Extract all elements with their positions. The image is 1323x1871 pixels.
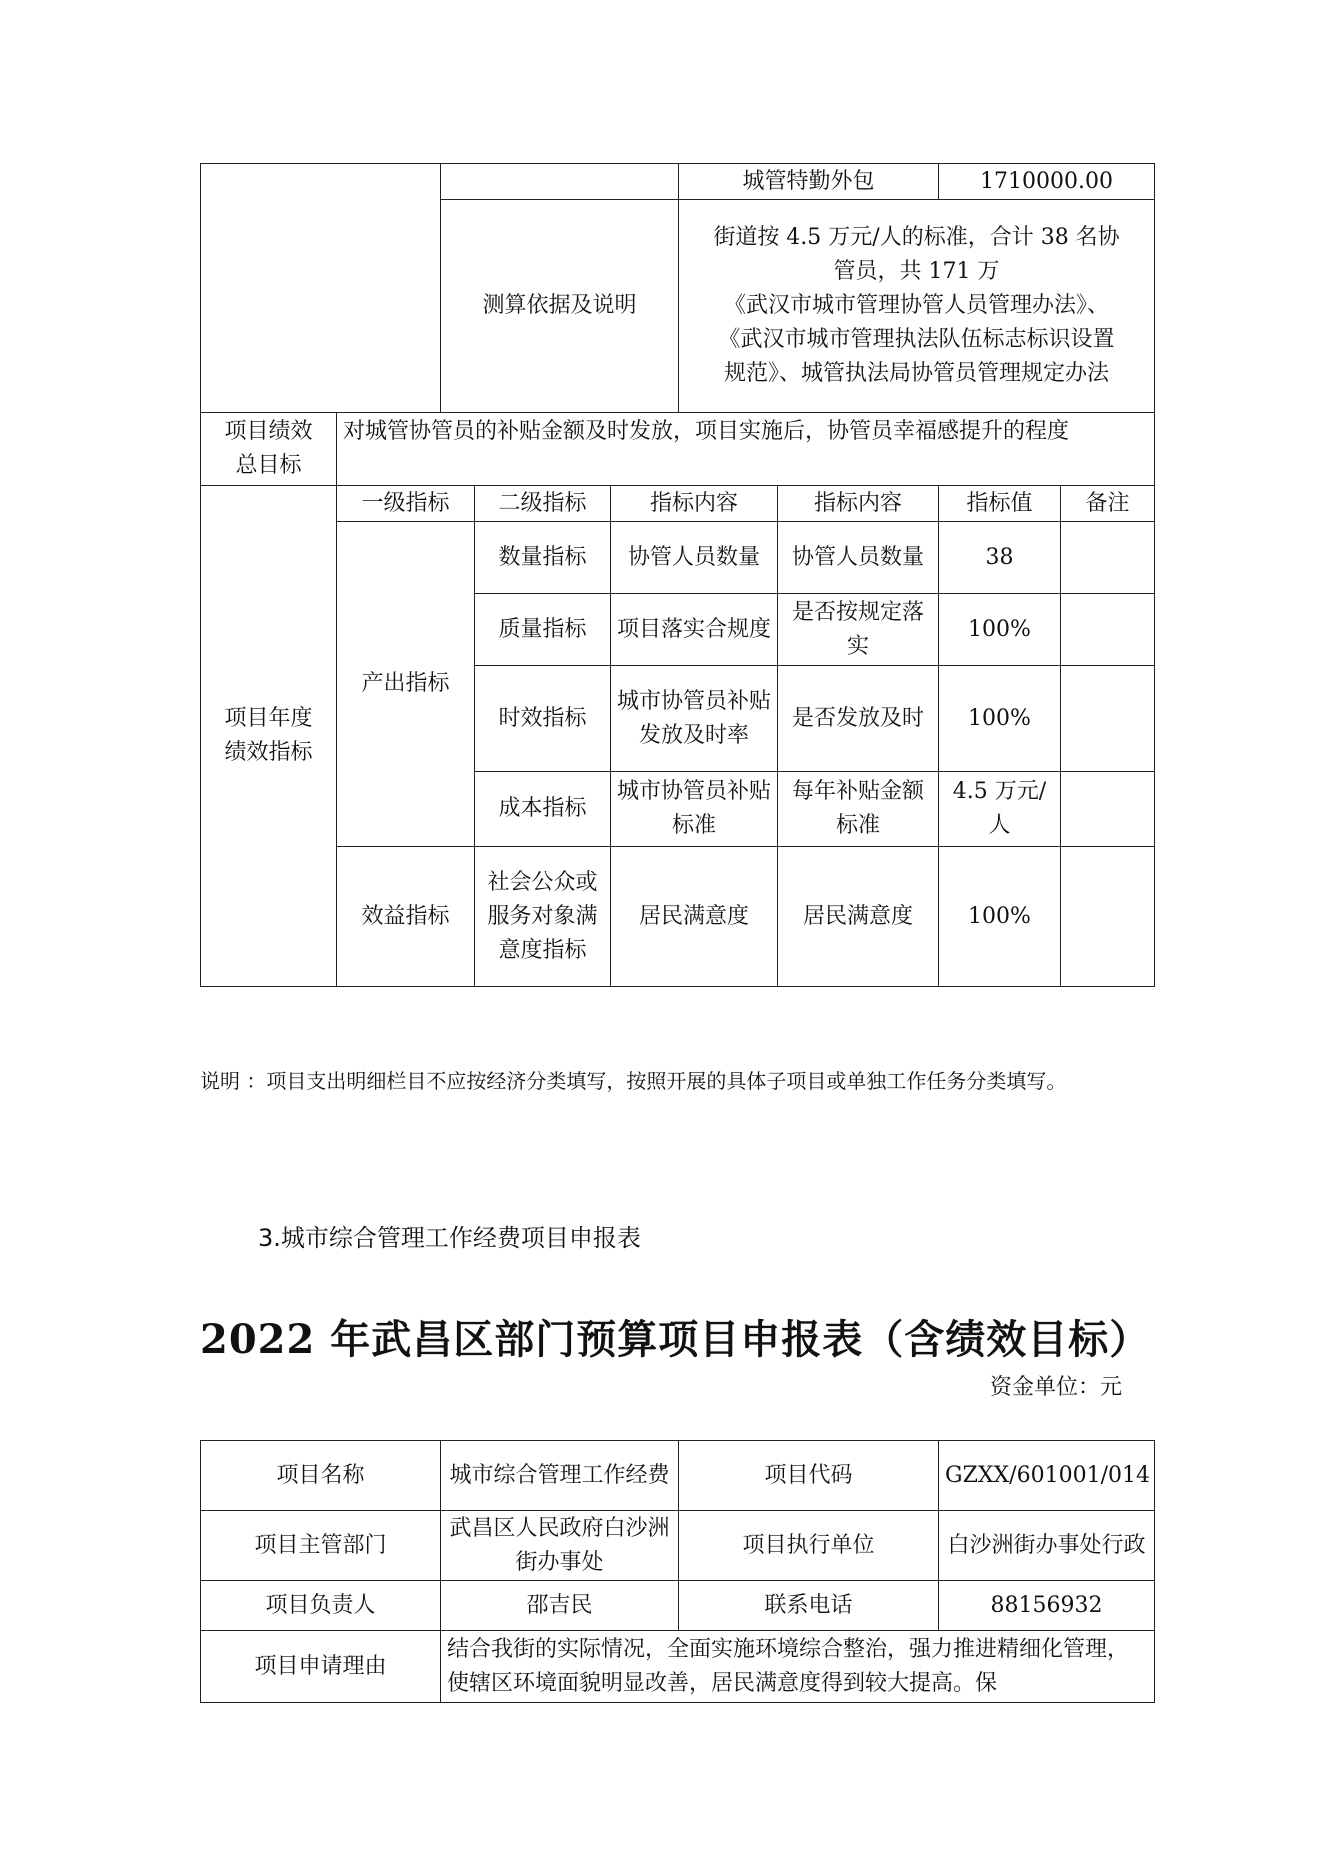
goal-label-line: 项目绩效: [224, 419, 313, 444]
section-heading: 3.城市综合管理工作经费项目申报表: [258, 1224, 641, 1252]
project-code-label: 项目代码: [679, 1441, 939, 1511]
goal-table: [200, 412, 1155, 486]
unit-label: 资金单位：元: [990, 1375, 1123, 1400]
level2-cell: 社会公众或服务对象满意度指标: [475, 847, 611, 987]
reason-label: 项目申请理由: [201, 1631, 441, 1703]
value-cell: 4.5 万元/人: [939, 772, 1061, 847]
reason-text: 结合我街的实际情况，全面实施环境综合整治，强力推进精细化管理，使辖区环境面貌明显改善，居民满意度得到较大提高。保: [441, 1631, 1155, 1703]
content-cell: 协管人员数量: [611, 522, 778, 594]
basis-line: 街道按 4.5 万元/人的标准，合计 38 名协: [713, 225, 1120, 250]
level2-cell: 数量指标: [475, 522, 611, 594]
content-cell: 是否按规定落实: [778, 594, 939, 666]
note-cell: [1061, 847, 1155, 987]
output-indicator-label: 产出指标: [337, 522, 475, 847]
value-cell: 100%: [939, 594, 1061, 666]
exec-unit-label: 项目执行单位: [679, 1511, 939, 1581]
level2-cell: 成本指标: [475, 772, 611, 847]
content-cell: 居民满意度: [778, 847, 939, 987]
project-name-label: 项目名称: [201, 1441, 441, 1511]
dept-label: 项目主管部门: [201, 1511, 441, 1581]
indicator-table: [200, 485, 1155, 987]
goal-label-line: 总目标: [235, 453, 302, 478]
value-cell: 38: [939, 522, 1061, 594]
blank-cell: [441, 164, 679, 200]
header-cell: 指标内容: [611, 486, 778, 522]
project-code: GZXX/601001/014: [939, 1441, 1155, 1511]
basis-line: 《武汉市城市管理执法队伍标志标识设置: [718, 327, 1115, 352]
footnote: 说明 ：项目支出明细栏目不应按经济分类填写，按照开展的具体子项目或单独工作任务分类填写。: [200, 1069, 1067, 1093]
phone-value: 88156932: [939, 1581, 1155, 1631]
note-cell: [1061, 522, 1155, 594]
content-cell: 每年补贴金额标准: [778, 772, 939, 847]
goal-text: 对城管协管员的补贴金额及时发放，项目实施后，协管员幸福感提升的程度: [337, 413, 1155, 486]
page-title: 2022 年武昌区部门预算项目申报表（含绩效目标）: [200, 1316, 1151, 1363]
owner-value: 邵吉民: [441, 1581, 679, 1631]
phone-label: 联系电话: [679, 1581, 939, 1631]
owner-label: 项目负责人: [201, 1581, 441, 1631]
content-cell: 项目落实合规度: [611, 594, 778, 666]
content-cell: 城市协管员补贴发放及时率: [611, 666, 778, 772]
level2-cell: 质量指标: [475, 594, 611, 666]
basis-line: 规范》、城管执法局协管员管理规定办法: [723, 361, 1109, 386]
header-cell: 指标值: [939, 486, 1061, 522]
side-label-line: 项目年度: [224, 706, 313, 731]
project-info-table: [200, 1440, 1155, 1703]
header-cell: 备注: [1061, 486, 1155, 522]
item-name: 城管特勤外包: [679, 164, 939, 200]
note-cell: [1061, 772, 1155, 847]
content-cell: 是否发放及时: [778, 666, 939, 772]
note-cell: [1061, 594, 1155, 666]
budget-detail-table: [200, 163, 1155, 413]
goal-label: [201, 413, 337, 486]
header-cell: 指标内容: [778, 486, 939, 522]
content-cell: 城市协管员补贴标准: [611, 772, 778, 847]
project-name: 城市综合管理工作经费: [441, 1441, 679, 1511]
level2-cell: 时效指标: [475, 666, 611, 772]
side-label-line: 绩效指标: [224, 740, 313, 765]
basis-label: 测算依据及说明: [441, 200, 679, 413]
exec-unit-value: 白沙洲街办事处行政: [939, 1511, 1155, 1581]
header-cell: 二级指标: [475, 486, 611, 522]
indicator-side-label: [201, 486, 337, 987]
note-cell: [1061, 666, 1155, 772]
value-cell: 100%: [939, 847, 1061, 987]
item-amount: 1710000.00: [939, 164, 1155, 200]
benefit-indicator-label: 效益指标: [337, 847, 475, 987]
basis-line: 《武汉市城市管理协管人员管理办法》、: [723, 293, 1109, 318]
value-cell: 100%: [939, 666, 1061, 772]
header-cell: 一级指标: [337, 486, 475, 522]
basis-text: [679, 200, 1155, 413]
basis-line: 管员，共 171 万: [833, 259, 1000, 284]
content-cell: 协管人员数量: [778, 522, 939, 594]
content-cell: 居民满意度: [611, 847, 778, 987]
blank-cell: [201, 164, 441, 413]
dept-value: 武昌区人民政府白沙洲街办事处: [441, 1511, 679, 1581]
